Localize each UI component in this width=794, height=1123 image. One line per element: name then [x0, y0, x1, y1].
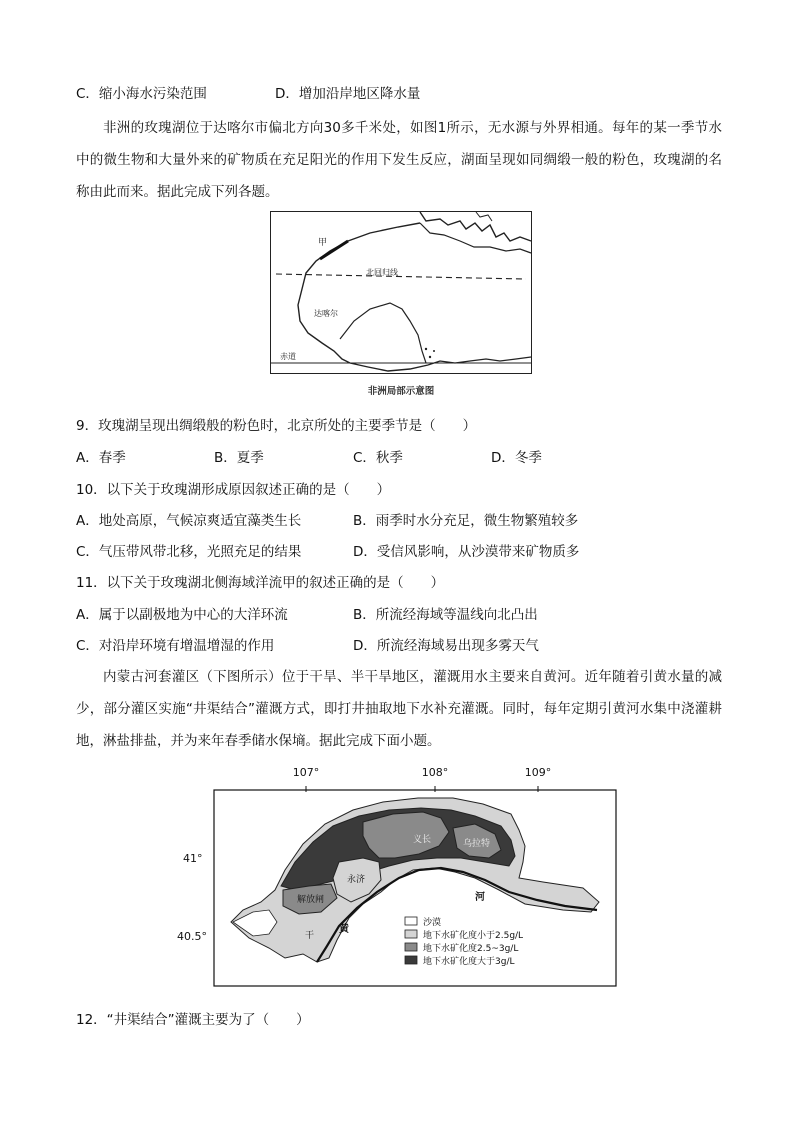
- q9-option-a: A．春季: [76, 450, 126, 466]
- q9-option-c: C．秋季: [353, 450, 403, 466]
- q10-option-a: A．地处高原，气候凉爽适宜藻类生长: [76, 513, 302, 529]
- q12-stem: 12．“井渠结合”灌溉主要为了（ ）: [76, 1012, 310, 1028]
- passage-rose-lake: 非洲的玫瑰湖位于达喀尔市偏北方向30多千米处，如图1所示，无水源与外界相通。每年的某一季节水中的微生物和大量外来的矿物质在充足阳光的作用下发生反应，湖面呈现如同绸缎一般的粉色，玫瑰湖的名称由此而来。据此完成下列各题。: [76, 120, 722, 200]
- q11-option-b: B．所流经海域等温线向北凸出: [353, 607, 538, 623]
- label-equator: 赤道: [280, 352, 296, 361]
- q10-stem: 10．以下关于玫瑰湖形成原因叙述正确的是（ ）: [76, 482, 391, 498]
- river-label-huang: 黄: [339, 924, 349, 935]
- q8-option-d: D．增加沿岸地区降水量: [275, 86, 421, 102]
- place-yongji: 永济: [347, 875, 366, 885]
- q10-option-c: C．气压带风带北移，光照充足的结果: [76, 544, 302, 560]
- lon-108-label: 108°: [421, 766, 449, 779]
- q11-option-d: D．所流经海域易出现多雾天气: [353, 638, 539, 654]
- q11-option-c: C．对沿岸环境有增温增湿的作用: [76, 638, 275, 654]
- figure-africa-map: [270, 211, 532, 401]
- lat-41-label: 41°: [183, 852, 203, 865]
- lon-107-label: 107°: [292, 766, 320, 779]
- figure-hetao-map: [177, 762, 617, 992]
- q9-option-d: D．冬季: [491, 450, 542, 466]
- q9-stem: 9．玫瑰湖呈现出绸缎般的粉色时，北京所处的主要季节是（ ）: [76, 418, 477, 434]
- lat-405-label: 40.5°: [177, 930, 207, 943]
- q10-option-d: D．受信风影响，从沙漠带来矿物质多: [353, 544, 580, 560]
- q9-option-b: B．夏季: [214, 450, 264, 466]
- place-jiefangzha: 解放闸: [297, 895, 325, 905]
- label-dakar: 达喀尔: [314, 309, 338, 318]
- label-tropic-of-cancer: 北回归线: [366, 268, 398, 277]
- q11-option-a: A．属于以副极地为中心的大洋环流: [76, 607, 288, 623]
- legend-mid: 地下水矿化度2.5~3g/L: [423, 944, 519, 954]
- passage-hetao-irrigation: 内蒙古河套灌区（下图所示）位于干旱、半干旱地区，灌溉用水主要来自黄河。近年随着引黄水量的减少，部分灌区实施“井渠结合”灌溉方式，即打井抽取地下水补充灌溉。同时，每年定期引黄河水集中浇灌耕地，淋盐排盐，并为来年春季储水保墒。据此完成下面小题。: [76, 669, 722, 749]
- lon-109-label: 109°: [524, 766, 552, 779]
- q11-stem: 11．以下关于玫瑰湖北侧海域洋流甲的叙述正确的是（ ）: [76, 575, 445, 591]
- place-gan: 干: [305, 931, 315, 941]
- figure-caption: 非洲局部示意图: [367, 386, 435, 397]
- q10-option-b: B．雨季时水分充足，微生物繁殖较多: [353, 513, 579, 529]
- place-yichang: 义长: [413, 835, 432, 845]
- legend-low: 地下水矿化度小于2.5g/L: [423, 931, 524, 941]
- q8-option-c: C．缩小海水污染范围: [76, 86, 207, 102]
- legend-desert: 沙漠: [423, 918, 442, 928]
- legend-high: 地下水矿化度大于3g/L: [423, 957, 515, 967]
- place-wulate: 乌拉特: [463, 839, 491, 849]
- river-label-he: 河: [475, 892, 485, 903]
- label-jia: 甲: [318, 238, 328, 248]
